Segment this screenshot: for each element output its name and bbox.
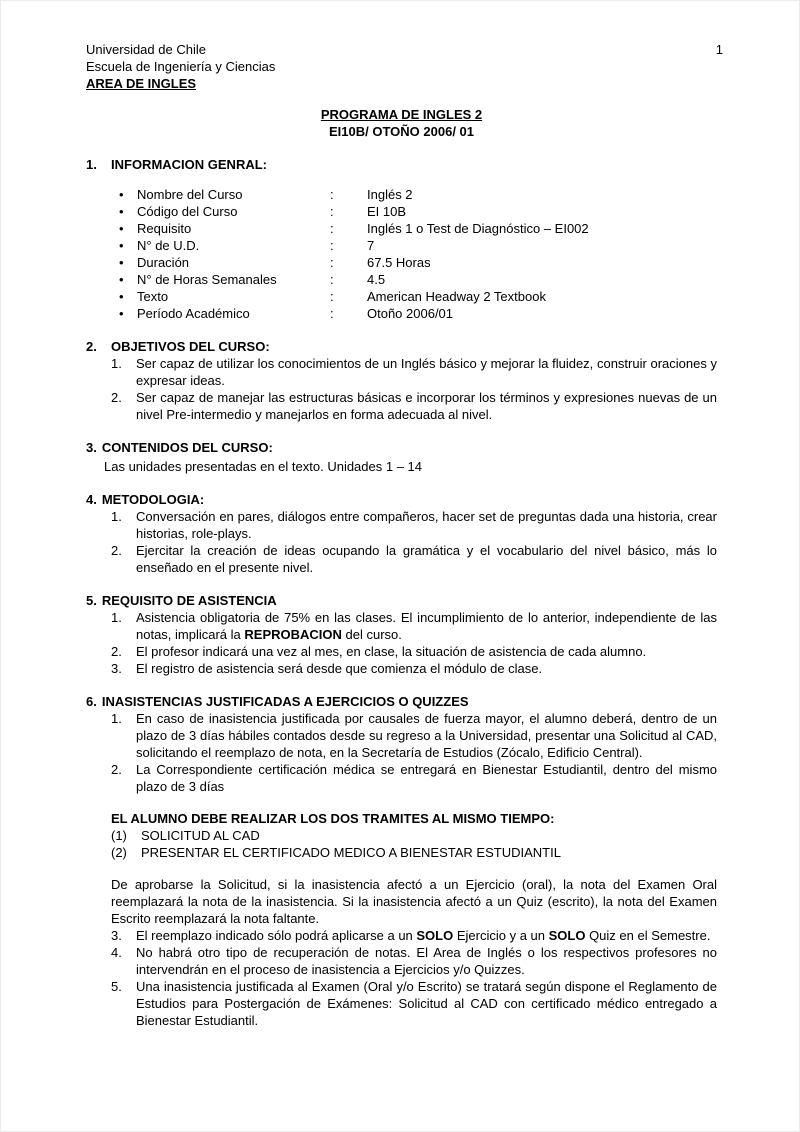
numbered-list xyxy=(111,355,717,423)
header-school: Escuela de Ingeniería y Ciencias xyxy=(86,59,276,74)
item-number: 2. xyxy=(111,543,122,558)
item-text xyxy=(136,355,717,389)
item-text xyxy=(136,508,717,542)
info-colon: : xyxy=(330,221,334,236)
section-heading xyxy=(86,491,717,508)
section-contenidos xyxy=(86,439,717,475)
list-item xyxy=(111,710,717,761)
info-row xyxy=(119,288,717,305)
section-heading xyxy=(86,693,717,710)
info-row xyxy=(119,305,717,322)
section-requisito-asistencia xyxy=(86,592,717,677)
bullet-icon: • xyxy=(119,289,124,304)
item-text-part: En caso de inasistencia justificada por causales de fuerza mayor, el alumno deberá, dentro de un plazo de 3 días hábiles contados desde su regreso a la Universidad, presentar una Solicitud al CAD, solicitando el reemplazo de nota, en la Secretaría de Estudios (Zócalo, Edificio Central). xyxy=(136,711,717,760)
item-number: 3. xyxy=(111,928,122,943)
section-heading xyxy=(86,338,717,355)
item-number: 3. xyxy=(111,661,122,676)
info-colon: : xyxy=(330,272,334,287)
item-number: 2. xyxy=(111,762,122,777)
page-number: 1 xyxy=(715,42,723,57)
info-row xyxy=(119,186,717,203)
item-text xyxy=(136,542,717,576)
item-text xyxy=(136,978,717,1029)
bullet-icon: • xyxy=(119,255,124,270)
info-colon: : xyxy=(330,255,334,270)
section-informacion-general xyxy=(86,156,717,322)
list-item xyxy=(111,643,717,660)
list-item xyxy=(111,609,717,643)
item-text xyxy=(136,643,717,660)
section-number: 6. xyxy=(86,694,97,709)
info-label: Nombre del Curso xyxy=(137,187,243,202)
bullet-icon: • xyxy=(119,272,124,287)
numbered-list xyxy=(111,927,717,1029)
info-value: Otoño 2006/01 xyxy=(367,306,454,321)
section-number: 1. xyxy=(86,157,97,172)
bullet-icon: • xyxy=(119,238,124,253)
item-text xyxy=(136,609,717,643)
section-title: OBJETIVOS DEL CURSO: xyxy=(111,339,270,354)
info-row xyxy=(119,254,717,271)
item-text xyxy=(136,944,717,978)
info-label: Período Académico xyxy=(137,306,250,321)
item-number: 1. xyxy=(111,610,122,625)
item-text xyxy=(136,761,717,795)
item-text-bold: SOLO xyxy=(548,928,586,943)
section-heading xyxy=(86,439,717,456)
bullet-icon: • xyxy=(119,187,124,202)
section-heading xyxy=(86,592,717,609)
item-text-part: Ejercitar la creación de ideas ocupando la gramática y el vocabulario del nivel básico, más lo enseñado en el presente nivel. xyxy=(136,543,717,575)
item-text-bold: SOLO xyxy=(416,928,454,943)
item-text xyxy=(136,660,717,677)
course-info-list xyxy=(119,186,717,322)
item-text-part: Quiz en el Semestre. xyxy=(585,928,711,943)
section-title: INFORMACION GENRAL: xyxy=(111,157,267,172)
numbered-list xyxy=(111,710,717,795)
info-value: Inglés 2 xyxy=(367,187,413,202)
item-text-part: del curso. xyxy=(341,627,402,642)
info-row xyxy=(119,220,717,237)
section-number: 5. xyxy=(86,593,97,608)
item-text-part: El profesor indicará una vez al mes, en clase, la situación de asistencia de cada alumno. xyxy=(136,644,647,659)
item-text-part: El reemplazo indicado sólo podrá aplicarse a un xyxy=(136,928,417,943)
tramite-text: SOLICITUD AL CAD xyxy=(141,828,260,843)
item-text xyxy=(136,710,717,761)
numbered-list xyxy=(111,508,717,576)
info-value: Inglés 1 o Test de Diagnóstico – EI002 xyxy=(367,221,589,236)
info-value: EI 10B xyxy=(367,204,407,219)
info-colon: : xyxy=(330,238,334,253)
section-number: 4. xyxy=(86,492,97,507)
tramite-number: (1) xyxy=(111,828,127,843)
document-title: PROGRAMA DE INGLES 2 xyxy=(320,107,483,122)
info-label: Duración xyxy=(137,255,190,270)
info-value: 7 xyxy=(367,238,375,253)
info-label: Código del Curso xyxy=(137,204,238,219)
tramite-number: (2) xyxy=(111,845,127,860)
info-row xyxy=(119,271,717,288)
item-text xyxy=(136,927,717,944)
tramite-item xyxy=(111,827,717,844)
tramites-list xyxy=(111,827,717,861)
info-row xyxy=(119,203,717,220)
list-item xyxy=(111,355,717,389)
info-label: N° de Horas Semanales xyxy=(137,272,277,287)
document-subtitle: EI10B/ OTOÑO 2006/ 01 xyxy=(329,124,474,139)
tramite-text: PRESENTAR EL CERTIFICADO MEDICO A BIENESTAR ESTUDIANTIL xyxy=(141,845,561,860)
section-objetivos xyxy=(86,338,717,423)
item-number: 1. xyxy=(111,711,122,726)
item-text-part: No habrá otro tipo de recuperación de notas. El Area de Inglés o los respectivos profesores no intervendrán en el proceso de inasistencia a Ejercicios y/o Quizzes. xyxy=(136,945,717,977)
item-number: 2. xyxy=(111,390,122,405)
info-colon: : xyxy=(330,289,334,304)
info-value: 67.5 Horas xyxy=(367,255,431,270)
section-inasistencias xyxy=(86,693,717,1029)
section-heading xyxy=(86,156,717,173)
info-colon: : xyxy=(330,187,334,202)
bullet-icon: • xyxy=(119,306,124,321)
item-number: 1. xyxy=(111,509,122,524)
info-label: Requisito xyxy=(137,221,192,236)
header-organization: Universidad de Chile xyxy=(86,42,206,57)
info-colon: : xyxy=(330,204,334,219)
info-colon: : xyxy=(330,306,334,321)
info-value: 4.5 xyxy=(367,272,386,287)
list-item xyxy=(111,927,717,944)
info-label: Texto xyxy=(137,289,169,304)
section-title: CONTENIDOS DEL CURSO: xyxy=(101,440,273,455)
item-text-part: Una inasistencia justificada al Examen (Oral y/o Escrito) se tratará según dispone el Reglamento de Estudios para Postergación de Exámenes: Solicitud al CAD con certificado médico entregado a Bienestar Estudiantil. xyxy=(136,979,717,1028)
item-text-part: Ejercicio y a un xyxy=(453,928,549,943)
item-text-part: El registro de asistencia será desde que comienza el módulo de clase. xyxy=(136,661,543,676)
section-title: REQUISITO DE ASISTENCIA xyxy=(101,593,277,608)
tramites-heading: EL ALUMNO DEBE REALIZAR LOS DOS TRAMITES AL MISMO TIEMPO: xyxy=(111,811,555,826)
item-number: 5. xyxy=(111,979,122,994)
item-text-part: Conversación en pares, diálogos entre compañeros, hacer set de preguntas dada una historia, crear historias, role-plays. xyxy=(136,509,717,541)
section-title: METODOLOGIA: xyxy=(101,492,205,507)
item-text-part: Ser capaz de manejar las estructuras básicas e incorporar los términos y expresiones nuevas de un nivel Pre-intermedio y manejarlos en forma adecuada al nivel. xyxy=(136,390,717,422)
numbered-list xyxy=(111,609,717,677)
document-header xyxy=(86,41,717,92)
item-number: 2. xyxy=(111,644,122,659)
section-number: 2. xyxy=(86,339,97,354)
section-body: Las unidades presentadas en el texto. Unidades 1 – 14 xyxy=(104,459,423,474)
item-text xyxy=(136,389,717,423)
list-item xyxy=(111,944,717,978)
item-text-bold: REPROBACION xyxy=(244,627,342,642)
list-item xyxy=(111,660,717,677)
list-item xyxy=(111,978,717,1029)
info-label: N° de U.D. xyxy=(137,238,200,253)
item-text-part: Asistencia obligatoria de 75% en las clases. El incumplimiento de lo anterior, independiente de las notas, implicará la xyxy=(136,610,717,642)
section-title: INASISTENCIAS JUSTIFICADAS A EJERCICIOS O QUIZZES xyxy=(101,694,469,709)
bullet-icon: • xyxy=(119,221,124,236)
info-value: American Headway 2 Textbook xyxy=(367,289,546,304)
list-item xyxy=(111,508,717,542)
item-number: 1. xyxy=(111,356,122,371)
title-block xyxy=(86,106,717,140)
item-text-part: Ser capaz de utilizar los conocimientos de un Inglés básico y mejorar la fluidez, construir oraciones y expresar ideas. xyxy=(136,356,717,388)
tramite-item xyxy=(111,844,717,861)
list-item xyxy=(111,542,717,576)
bullet-icon: • xyxy=(119,204,124,219)
header-area: AREA DE INGLES xyxy=(86,76,197,91)
section-number: 3. xyxy=(86,440,97,455)
list-item xyxy=(111,761,717,795)
info-row xyxy=(119,237,717,254)
item-text-part: La Correspondiente certificación médica se entregará en Bienestar Estudiantil, dentro del mismo plazo de 3 días xyxy=(136,762,717,794)
section-metodologia xyxy=(86,491,717,576)
approval-paragraph: De aprobarse la Solicitud, si la inasistencia afectó a un Ejercicio (oral), la nota del Examen Oral reemplazará la nota de la inasistencia. Si la inasistencia afectó a un Quiz (escrito), la nota del Examen Escrito reemplazará la nota faltante. xyxy=(111,877,717,926)
list-item xyxy=(111,389,717,423)
item-number: 4. xyxy=(111,945,122,960)
